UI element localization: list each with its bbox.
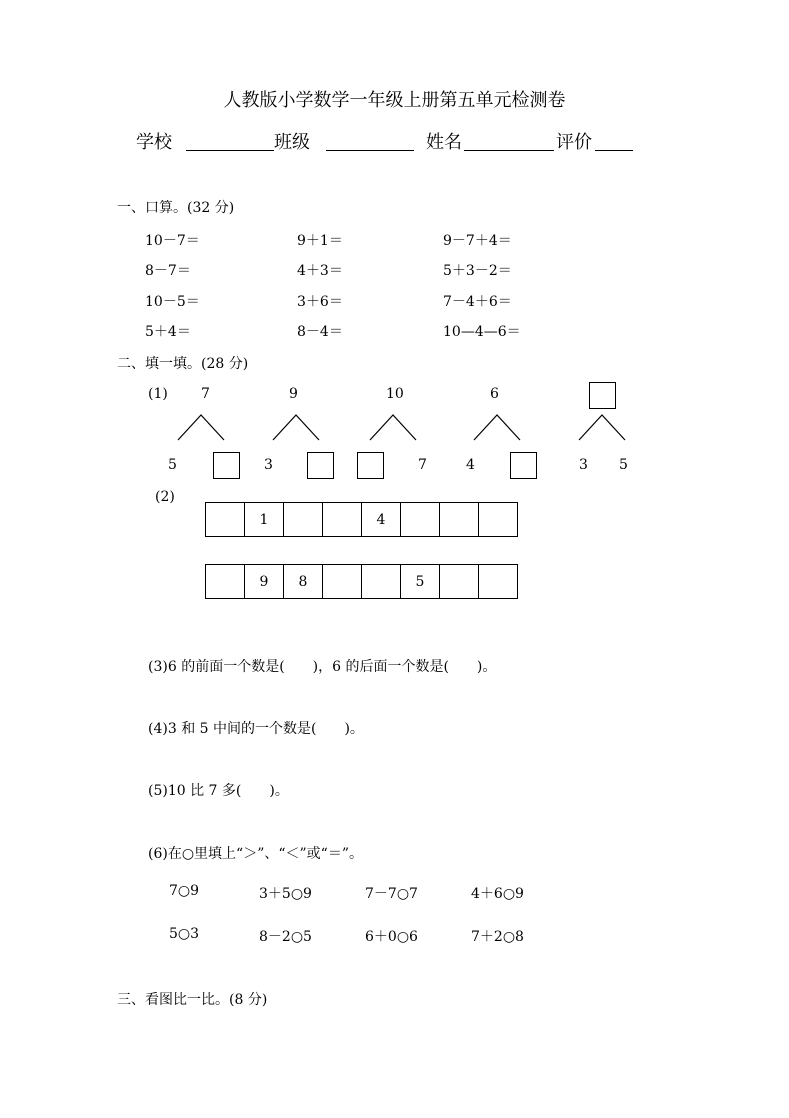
- tree-top-number: 10: [386, 386, 404, 402]
- mental-math-item: 7－4＋6＝: [443, 294, 512, 310]
- compare-item[interactable]: 8－2○5: [259, 929, 312, 945]
- compare-item[interactable]: 7○9: [169, 883, 200, 899]
- tree-top-number: 7: [201, 386, 210, 402]
- split-branch: [178, 414, 224, 441]
- part1-label: (1): [148, 386, 168, 402]
- tree-left-number: 4: [466, 457, 475, 473]
- sequence-cell[interactable]: [205, 502, 245, 537]
- mental-math-item: 5＋4＝: [145, 324, 191, 340]
- name-label: 姓名: [426, 132, 462, 153]
- part2-label: (2): [155, 489, 175, 505]
- answer-box[interactable]: [357, 452, 384, 479]
- question-5: (5)10 比 7 多( )。: [148, 783, 289, 799]
- sequence-cell[interactable]: [400, 502, 440, 537]
- question-3: (3)6 的前面一个数是( )，6 的后面一个数是( )。: [148, 659, 497, 675]
- tree-left-number: 5: [168, 457, 177, 473]
- class-field[interactable]: [326, 150, 414, 151]
- sequence-cell[interactable]: [478, 564, 518, 599]
- tree-left-number: 3: [579, 457, 588, 473]
- sequence-cell[interactable]: [361, 564, 401, 599]
- sequence-cell: 9: [244, 564, 284, 599]
- page-title: 人教版小学数学一年级上册第五单元检测卷: [223, 90, 566, 111]
- mental-math-item: 10—4—6＝: [443, 324, 521, 340]
- sequence-cell[interactable]: [439, 502, 479, 537]
- tree-left-number: 3: [264, 457, 273, 473]
- question-6: (6)在○里填上“＞”、“＜”或“＝”。: [148, 846, 363, 862]
- section2-heading: 二、填一填。(28 分): [117, 356, 249, 372]
- sequence-cell: 1: [244, 502, 284, 537]
- tree-right-number: 7: [418, 457, 427, 473]
- grade-field[interactable]: [595, 150, 633, 151]
- mental-math-item: 4＋3＝: [297, 263, 343, 279]
- compare-item[interactable]: 5○3: [169, 926, 200, 942]
- sequence-cell[interactable]: [439, 564, 479, 599]
- class-label: 班级: [274, 132, 310, 153]
- compare-item[interactable]: 7＋2○8: [471, 929, 524, 945]
- name-field[interactable]: [464, 150, 554, 151]
- tree-right-number: 5: [619, 457, 628, 473]
- split-branch: [579, 414, 625, 441]
- sequence-cell: 8: [283, 564, 323, 599]
- mental-math-item: 10－7＝: [145, 233, 200, 249]
- compare-item[interactable]: 4＋6○9: [471, 886, 524, 902]
- answer-box[interactable]: [510, 452, 537, 479]
- answer-box[interactable]: [213, 452, 240, 479]
- sequence-cell: 5: [400, 564, 440, 599]
- grade-label: 评价: [556, 132, 592, 153]
- mental-math-item: 10－5＝: [145, 294, 200, 310]
- split-branch: [474, 414, 520, 441]
- sequence-cell[interactable]: [205, 564, 245, 599]
- mental-math-item: 3＋6＝: [297, 294, 343, 310]
- question-4: (4)3 和 5 中间的一个数是( )。: [148, 721, 364, 737]
- sequence-cell[interactable]: [283, 502, 323, 537]
- answer-box[interactable]: [589, 382, 616, 409]
- school-label: 学校: [136, 132, 172, 153]
- number-sequence-row: [205, 502, 518, 537]
- sequence-cell[interactable]: [322, 502, 362, 537]
- mental-math-item: 9＋1＝: [297, 233, 343, 249]
- tree-top-number: 9: [289, 386, 298, 402]
- compare-item[interactable]: 3＋5○9: [259, 886, 312, 902]
- number-sequence-row: [205, 564, 518, 599]
- mental-math-item: 8－4＝: [297, 324, 343, 340]
- mental-math-item: 5＋3－2＝: [443, 263, 512, 279]
- sequence-cell[interactable]: [478, 502, 518, 537]
- section1-heading: 一、口算。(32 分): [117, 200, 235, 216]
- tree-top-number: 6: [490, 386, 499, 402]
- mental-math-item: 8－7＝: [145, 263, 191, 279]
- section3-heading: 三、看图比一比。(8 分): [117, 992, 268, 1008]
- compare-item[interactable]: 7－7○7: [365, 886, 418, 902]
- sequence-cell: 4: [361, 502, 401, 537]
- mental-math-item: 9－7＋4＝: [443, 233, 512, 249]
- compare-item[interactable]: 6＋0○6: [365, 929, 418, 945]
- split-branch: [370, 414, 416, 441]
- answer-box[interactable]: [307, 452, 334, 479]
- school-field[interactable]: [186, 150, 274, 151]
- split-branch: [273, 414, 319, 441]
- sequence-cell[interactable]: [322, 564, 362, 599]
